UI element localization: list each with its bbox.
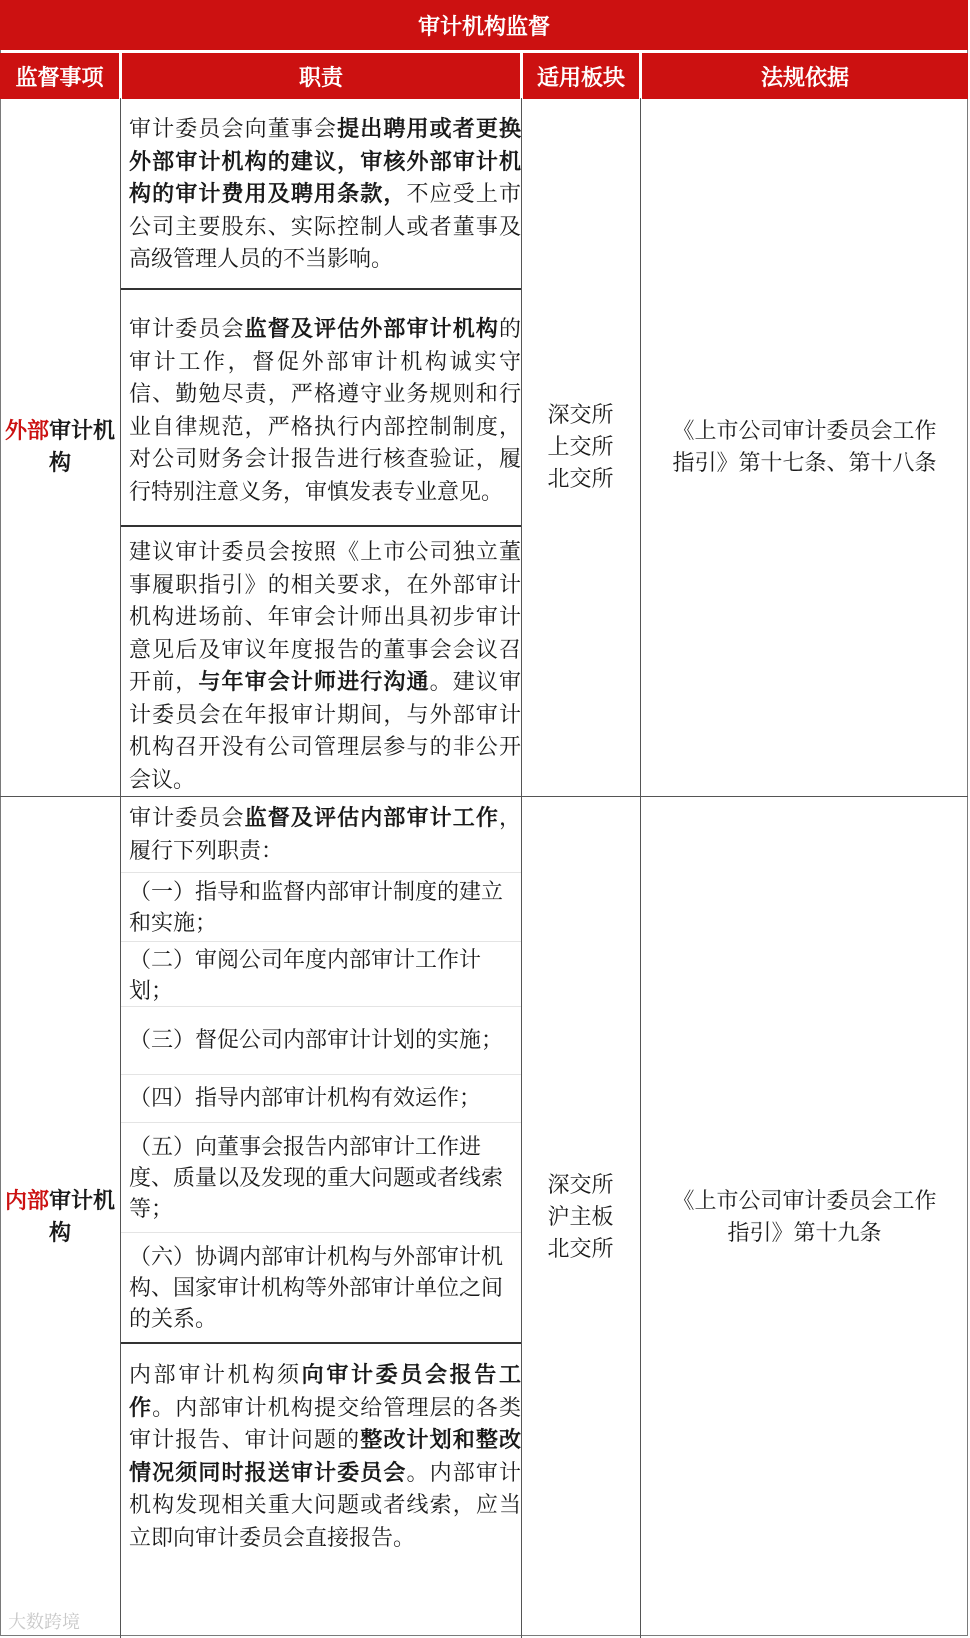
item-divider [121, 1232, 521, 1233]
label-highlight: 内部 [4, 1188, 49, 1214]
duty-paragraph: 内部审计机构须向审计委员会报告工作。内部审计机构提交给管理层的各类审计报告、审计问题的整改计划和整改情况须同时报送审计委员会。内部审计机构发现相关重大问题或者线索，应当立即向审计委员会直接报告。 [129, 1363, 521, 1551]
basis-cell [641, 99, 968, 796]
board-cell [521, 99, 640, 796]
table-title: 审计机构监督 [0, 0, 968, 50]
row-label-internal [0, 797, 120, 1638]
board-name: 北交所 [547, 1236, 614, 1262]
item-divider [121, 872, 521, 873]
item-divider [121, 1074, 521, 1075]
duty-divider [121, 525, 521, 527]
list-item: （四）指导内部审计机构有效运作； [129, 1086, 482, 1111]
item-divider [121, 1122, 521, 1123]
item-divider [121, 941, 521, 942]
duty-paragraph: 审计委员会监督及评估外部审计机构的审计工作，督促外部审计机构诚实守信、勤勉尽责，严格遵守业务规则和行业自律规范，严格执行内部控制制度，对公司财务会计报告进行核查验证，履行特别注意义务，审慎发表专业意见。 [129, 317, 521, 505]
label-rest: 审计机构 [48, 418, 116, 476]
basis-text: 《上市公司审计委员会工作指引》第十九条 [672, 1188, 937, 1246]
header-item: 监督事项 [0, 53, 119, 99]
board-name: 深交所 [547, 1172, 614, 1198]
list-item: （二）审阅公司年度内部审计工作计划； [129, 948, 482, 1004]
board-name: 沪主板 [547, 1204, 614, 1230]
duty-paragraph: 审计委员会监督及评估内部审计工作，履行下列职责： [129, 806, 521, 864]
header-board: 适用板块 [523, 53, 639, 99]
label-rest: 审计机构 [48, 1188, 116, 1246]
list-item: （六）协调内部审计机构与外部审计机构、国家审计机构等外部审计单位之间的关系。 [129, 1245, 504, 1332]
duty-divider [121, 1342, 521, 1344]
duty-paragraph: 审计委员会向董事会提出聘用或者更换外部审计机构的建议，审核外部审计机构的审计费用及聘用条款，不应受上市公司主要股东、实际控制人或者董事及高级管理人员的不当影响。 [129, 117, 521, 272]
row-label-external [0, 99, 120, 796]
basis-text: 《上市公司审计委员会工作指引》第十七条、第十八条 [672, 418, 937, 476]
header-duty: 职责 [122, 53, 520, 99]
watermark-text: 大数跨境 [8, 1612, 80, 1633]
label-highlight: 外部 [4, 418, 49, 444]
board-name: 北交所 [547, 466, 614, 492]
watermark [8, 1608, 80, 1634]
list-item: （三）督促公司内部审计计划的实施； [129, 1028, 504, 1053]
basis-cell [641, 797, 968, 1638]
list-item: （五）向董事会报告内部审计工作进度、质量以及发现的重大问题或者线索等； [129, 1135, 504, 1222]
list-item: （一）指导和监督内部审计制度的建立和实施； [129, 880, 504, 936]
duty-paragraph: 建议审计委员会按照《上市公司独立董事履职指引》的相关要求，在外部审计机构进场前、年审会计师出具初步审计意见后及审议年度报告的董事会会议召开前，与年审会计师进行沟通。建议审计委员会在年报审计期间，与外部审计机构召开没有公司管理层参与的非公开会议。 [129, 540, 521, 793]
duty-divider [121, 288, 521, 290]
header-basis: 法规依据 [642, 53, 968, 99]
board-cell [521, 797, 640, 1638]
board-name: 深交所 [547, 402, 614, 428]
board-name: 上交所 [547, 434, 614, 460]
